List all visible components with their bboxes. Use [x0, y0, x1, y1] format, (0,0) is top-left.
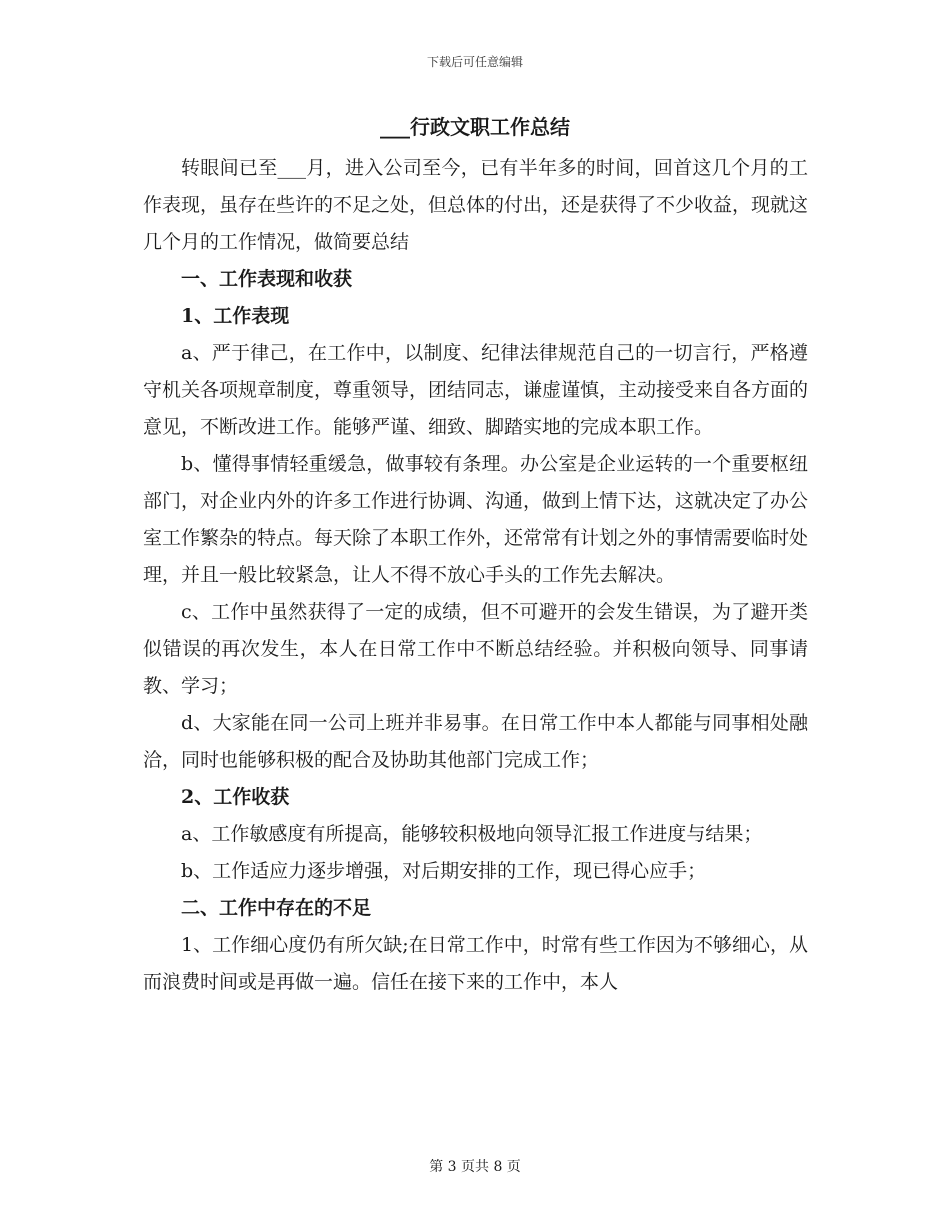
- shortcomings-paragraph-1: 1、工作细心度仍有所欠缺;在日常工作中，时常有些工作因为不够细心，从而浪费时间或是再做一遍。信任在接下来的工作中，本人: [143, 934, 808, 993]
- paragraph-b: b、懂得事情轻重缓急，做事较有条理。办公室是企业运转的一个重要枢纽部门，对企业内外的许多工作进行协调、沟通，做到上情下达，这就决定了办公室工作繁杂的特点。每天除了本职工作外，还常常有计划之外的事情需要临时处理，并且一般比较紧急，让人不得不放心手头的工作先去解决。: [143, 453, 809, 586]
- intro-paragraph: 转眼间已至___月，进入公司至今，已有半年多的时间，回首这几个月的工作表现，虽存在些许的不足之处，但总体的付出，还是获得了不少收益，现就这几个月的工作情况，做简要总结: [143, 157, 809, 253]
- paragraph-c: c、工作中虽然获得了一定的成绩，但不可避开的会发生错误，为了避开类似错误的再次发生，本人在日常工作中不断总结经验。并积极向领导、同事请教、学习；: [143, 601, 808, 697]
- section-heading-1: 一、工作表现和收获: [181, 268, 353, 290]
- page-header-note: 下载后可任意编辑: [426, 55, 523, 69]
- subsection-heading-work-performance: 1、工作表现: [181, 305, 290, 327]
- paragraph-d: d、大家能在同一公司上班并非易事。在日常工作中本人都能与同事相处融洽，同时也能够积极的配合及协助其他部门完成工作；: [143, 712, 808, 771]
- document-title: ___行政文职工作总结: [380, 115, 570, 139]
- section-heading-2: 二、工作中存在的不足: [181, 897, 372, 919]
- subsection-heading-work-gains: 2、工作收获: [181, 786, 290, 808]
- paragraph-a: a、严于律己，在工作中，以制度、纪律法律规范自己的一切言行，严格遵守机关各项规章制度，尊重领导，团结同志，谦虚谨慎，主动接受来自各方面的意见，不断改进工作。能够严谨、细致、脚踏实地的完成本职工作。: [143, 342, 809, 438]
- gains-paragraph-a: a、工作敏感度有所提高，能够较积极地向领导汇报工作进度与结果；: [181, 823, 763, 845]
- page-number-footer: 第 3 页共 8 页: [429, 1159, 521, 1175]
- gains-paragraph-b: b、工作适应力逐步增强，对后期安排的工作，现已得心应手；: [181, 860, 707, 882]
- document-body: [143, 150, 808, 1001]
